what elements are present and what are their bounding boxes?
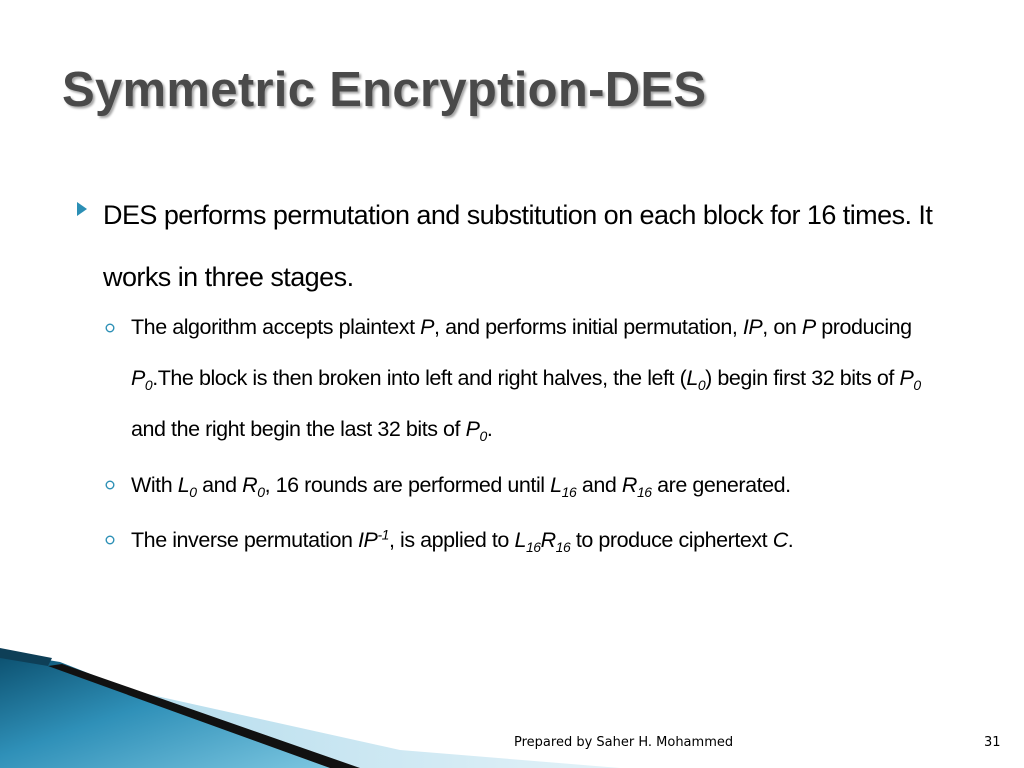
ring-icon — [104, 479, 116, 491]
text-run: ) begin first 32 bits of — [705, 366, 900, 390]
subscript: 16 — [555, 538, 571, 555]
italic-symbol: IP — [742, 315, 763, 339]
text-run: and — [196, 473, 243, 497]
italic-symbol: L — [550, 473, 562, 497]
text-run: and — [576, 473, 622, 497]
superscript: -1 — [377, 526, 389, 543]
italic-symbol: P — [899, 366, 914, 390]
sub-bullet-text — [131, 460, 931, 511]
text-run: , 16 rounds are performed until — [264, 473, 551, 497]
text-run: The algorithm accepts plaintext — [131, 315, 421, 339]
subscript: 0 — [189, 483, 197, 500]
text-run: .The block is then broken into left and right halves, the left ( — [152, 366, 687, 390]
main-bullet-text: DES performs permutation and substitution on each block for 16 times. It works in three stages. — [103, 200, 933, 292]
subscript: 0 — [479, 427, 487, 444]
italic-symbol: P — [465, 417, 480, 441]
text-run: to produce ciphertext — [570, 528, 773, 552]
italic-symbol: C — [772, 528, 788, 552]
italic-symbol: P — [131, 366, 145, 390]
subscript: 16 — [561, 483, 577, 500]
triangle-right-icon — [76, 202, 88, 216]
sub-bullet-text — [131, 515, 931, 566]
text-run: , and performs initial permutation, — [434, 315, 743, 339]
italic-symbol: L — [514, 528, 526, 552]
slide-title: Symmetric Encryption-DES — [62, 63, 707, 117]
text-run: , is applied to — [388, 528, 515, 552]
subscript: 0 — [257, 483, 265, 500]
footer-credit: Prepared by Saher H. Mohammed — [514, 735, 734, 750]
italic-symbol: P — [801, 315, 816, 339]
text-run: and the right begin the last 32 bits of — [131, 417, 466, 441]
italic-symbol: R — [621, 473, 637, 497]
sub-bullet-text — [131, 302, 931, 455]
text-run: The inverse permutation — [131, 528, 359, 552]
subscript: 16 — [525, 538, 541, 555]
italic-symbol: L — [177, 473, 190, 497]
ring-icon — [104, 322, 116, 334]
page-number: 31 — [984, 735, 1001, 750]
text-run: , on — [762, 315, 802, 339]
italic-symbol: L — [686, 366, 698, 390]
subscript: 0 — [697, 376, 706, 393]
ring-icon — [104, 534, 116, 546]
text-run: . — [486, 417, 493, 441]
italic-symbol: R — [242, 473, 258, 497]
italic-symbol: IP — [358, 528, 378, 552]
text-run: With — [131, 473, 178, 497]
text-run: producing — [815, 315, 912, 339]
subscript: 16 — [636, 483, 652, 500]
text-run: are generated. — [651, 473, 791, 497]
italic-symbol: P — [420, 315, 435, 339]
subscript: 0 — [144, 376, 153, 393]
text-run: . — [787, 528, 794, 552]
subscript: 0 — [913, 376, 921, 393]
italic-symbol: R — [540, 528, 556, 552]
